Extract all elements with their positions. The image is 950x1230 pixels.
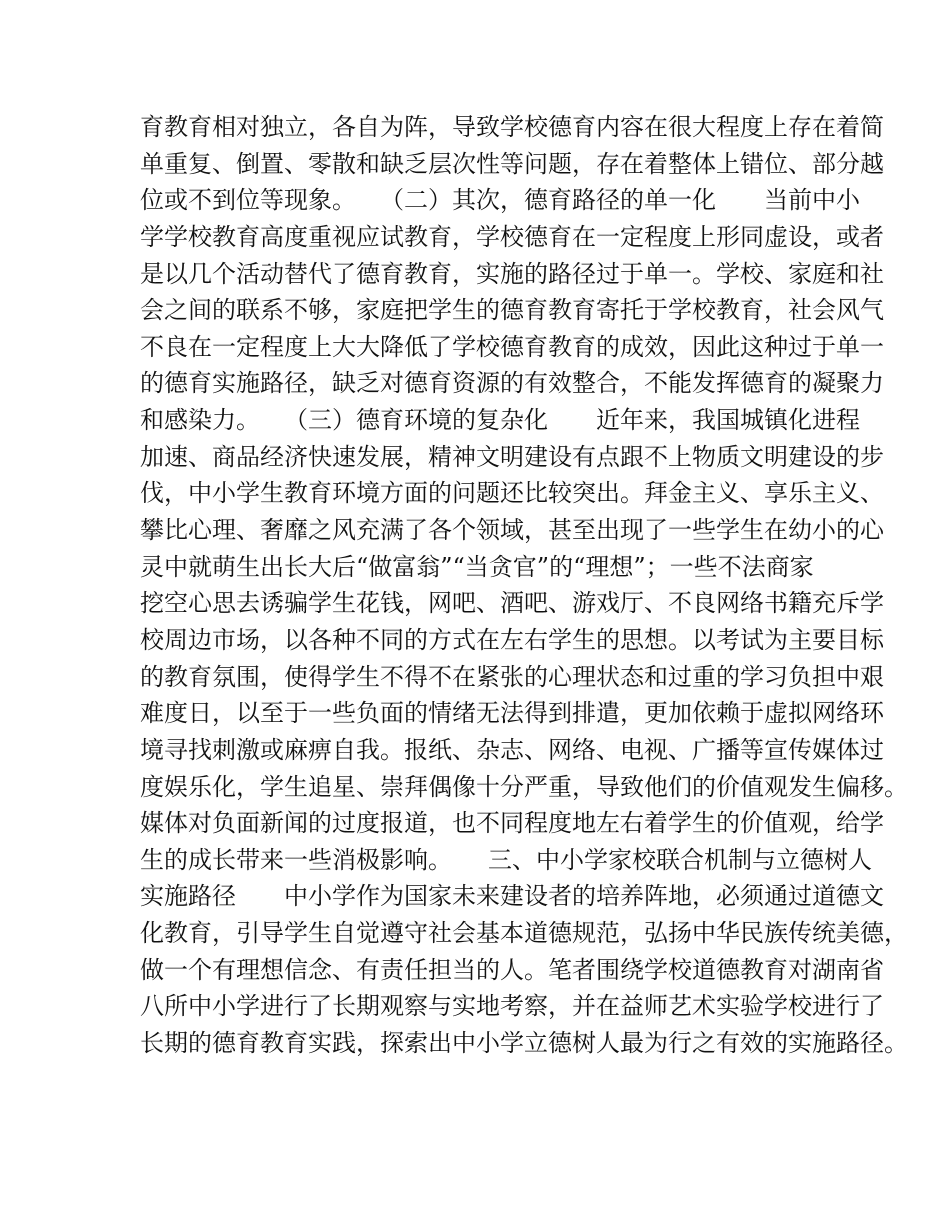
text-line: 的德育实施路径，缺乏对德育资源的有效整合，不能发挥德育的凝聚力 — [140, 369, 884, 398]
text-line: 学学校教育高度重视应试教育，学校德育在一定程度上形同虚设，或者 — [140, 222, 884, 251]
text-line: 伐，中小学生教育环境方面的问题还比较突出。拜金主义、享乐主义、 — [140, 479, 884, 508]
text-line: 是以几个活动替代了德育教育，实施的路径过于单一。学校、家庭和社 — [140, 259, 884, 288]
text-line: 长期的德育教育实践，探索出中小学立德树人最为行之有效的实施路径。 — [140, 1029, 908, 1058]
text-line: 八所中小学进行了长期观察与实地考察，并在益师艺术实验学校进行了 — [140, 992, 884, 1021]
text-line: 育教育相对独立，各自为阵，导致学校德育内容在很大程度上存在着简 — [140, 113, 884, 141]
text-line: 单重复、倒置、零散和缺乏层次性等问题，存在着整体上错位、部分越 — [140, 149, 884, 178]
text-line: 位或不到位等现象。 （二）其次，德育路径的单一化 当前中小 — [140, 186, 860, 215]
text-line: 媒体对负面新闻的过度报道，也不同程度地左右着学生的价值观，给学 — [140, 809, 884, 838]
text-line: 度娱乐化，学生追星、崇拜偶像十分严重，导致他们的价值观发生偏移。 — [140, 772, 908, 801]
body-text — [140, 109, 908, 1062]
text-line: 化教育，引导学生自觉遵守社会基本道德规范，弘扬中华民族传统美德， — [140, 919, 908, 948]
text-line: 和感染力。 （三）德育环境的复杂化 近年来，我国城镇化进程 — [140, 406, 860, 435]
text-line: 生的成长带来一些消极影响。 三、中小学家校联合机制与立德树人 — [140, 845, 872, 874]
text-line: 校周边市场，以各种不同的方式在左右学生的思想。以考试为主要目标 — [140, 625, 884, 654]
text-line: 攀比心理、奢靡之风充满了各个领域，甚至出现了一些学生在幼小的心 — [140, 516, 884, 545]
text-line: 的教育氛围，使得学生不得不在紧张的心理状态和过重的学习负担中艰 — [140, 662, 884, 691]
text-line: 实施路径 中小学作为国家未来建设者的培养阵地，必须通过道德文 — [140, 882, 884, 911]
text-line: 挖空心思去诱骗学生花钱，网吧、酒吧、游戏厅、不良网络书籍充斥学 — [140, 589, 884, 618]
text-line: 做一个有理想信念、有责任担当的人。笔者围绕学校道德教育对湖南省 — [140, 955, 884, 984]
text-line: 难度日，以至于一些负面的情绪无法得到排遣，更加依赖于虚拟网络环 — [140, 699, 884, 728]
text-line: 加速、商品经济快速发展，精神文明建设有点跟不上物质文明建设的步 — [140, 442, 884, 471]
text-line: 不良在一定程度上大大降低了学校德育教育的成效，因此这种过于单一 — [140, 332, 884, 361]
text-line: 会之间的联系不够，家庭把学生的德育教育寄托于学校教育，社会风气 — [140, 296, 884, 325]
text-line: 境寻找刺激或麻痹自我。报纸、杂志、网络、电视、广播等宣传媒体过 — [140, 735, 884, 764]
text-line: 灵中就萌生出长大后“做富翁”“当贪官”的“理想”；一些不法商家 — [140, 552, 814, 581]
